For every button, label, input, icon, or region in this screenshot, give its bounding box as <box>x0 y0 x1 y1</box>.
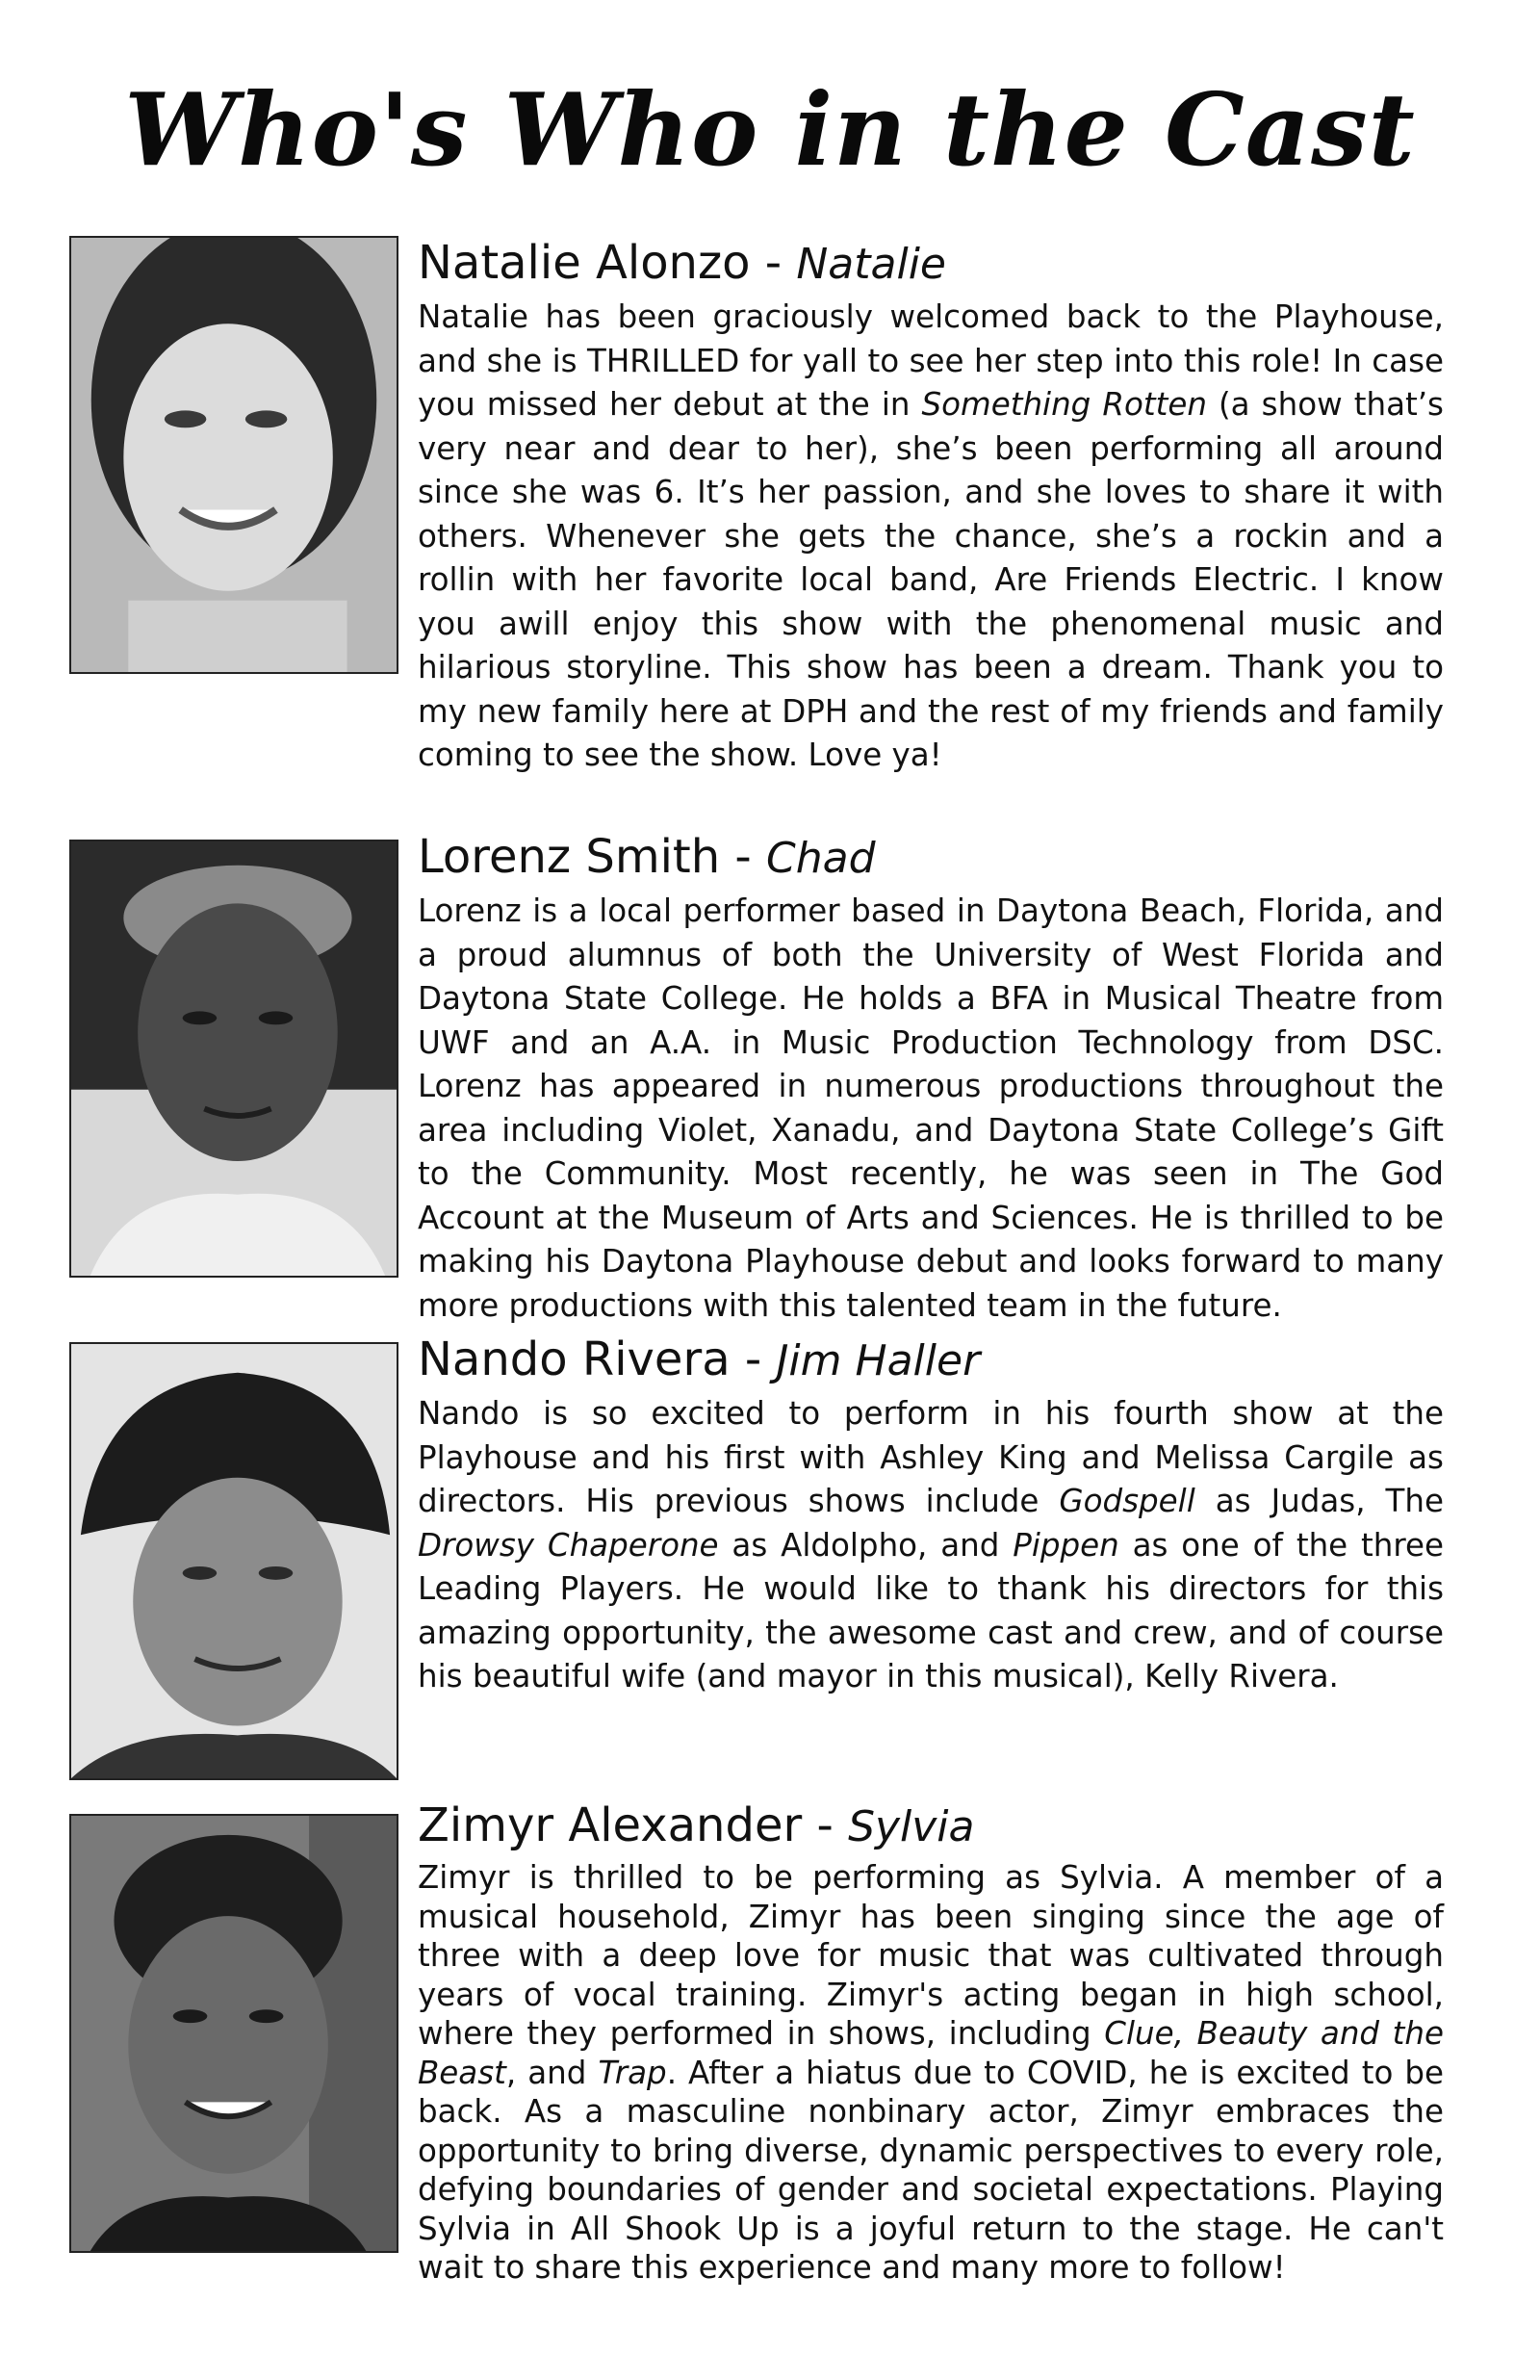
headshot-zimyr-alexander <box>69 1814 398 2253</box>
headshot-lorenz-smith <box>69 840 398 1278</box>
bio-text: Natalie has been graciously welcomed back to the Playhouse, and she is THRILLED for yall to see her step into this role! In case you missed her debut at the in Something Rotten (a show that’s very near and dear to her), she’s been performing all around since she was 6. It’s her passion, and she loves to share it with others. Whenever she gets the chance, she’s a rockin and a rollin with her favorite local band, Are Friends Electric. I know you awill enjoy this show with the phenomenal music and hilarious storyline. This show has been a dream. Thank you to my new family here at DPH and the rest of my friends and family coming to see the show. Love ya! <box>418 298 1444 773</box>
show-title: Godspell <box>1059 1483 1195 1519</box>
cast-bio-nando-rivera <box>418 1332 1444 1699</box>
show-title: Trap <box>598 2054 667 2091</box>
cast-name: Natalie Alonzo <box>418 236 751 290</box>
cast-name: Zimyr Alexander <box>418 1798 803 1852</box>
cast-name-line: Nando Rivera - Jim Haller <box>418 1332 981 1386</box>
show-title: Pippen <box>1013 1526 1119 1564</box>
show-title: Something Rotten <box>921 386 1207 423</box>
bio-text: Lorenz is a local performer based in Daytona Beach, Florida, and a proud alumnus of both the University of West Florida and Daytona State College. He holds a BFA in Musical Theatre from UWF and an A.A. in Music Production Technology from DSC. Lorenz has appeared in numerous productions throughout the area including Violet, Xanadu, and Daytona State College’s Gift to the Community. Most recently, he was seen in The God Account at the Museum of Arts and Sciences. He is thrilled to be making his Daytona Playhouse debut and looks forward to many more productions with this talented team in the future. <box>418 892 1444 1324</box>
show-title: Drowsy Chaperone <box>418 1526 719 1564</box>
show-title: Clue, Beauty and the Beast <box>418 2015 1444 2091</box>
cast-name-line: Zimyr Alexander - Sylvia <box>418 1798 975 1852</box>
cast-bio-zimyr-alexander <box>418 1798 1444 2288</box>
cast-role: Jim Haller <box>776 1336 981 1385</box>
page-title: Who's Who in the Cast <box>124 70 1416 189</box>
headshot-nando-rivera <box>69 1342 398 1780</box>
bio-text: Zimyr is thrilled to be performing as Sylvia. A member of a musical household, Zimyr has been singing since the age of three with a deep love for music that was cultivated through years of vocal training. Zimyr's acting began in high school, where they performed in shows, including Clue, Beauty and the Beast, and Trap. After a hiatus due to COVID, he is excited to be back. As a masculine nonbinary actor, Zimyr embraces the opportunity to bring diverse, dynamic perspectives to every role, defying boundaries of gender and societal expectations. Playing Sylvia in All Shook Up is a joyful return to the stage. He can't wait to share this experience and many more to follow! <box>418 1859 1445 2286</box>
cast-role: Sylvia <box>848 1802 975 1851</box>
cast-bio-lorenz-smith <box>418 830 1444 1328</box>
cast-name-line: Natalie Alonzo - Natalie <box>418 236 947 290</box>
cast-bio-natalie-alonzo <box>69 236 1444 852</box>
cast-role: Natalie <box>796 240 947 289</box>
cast-name: Lorenz Smith <box>418 830 721 884</box>
cast-name: Nando Rivera <box>418 1332 731 1386</box>
bio-text: Nando is so excited to perform in his fourth show at the Playhouse and his first with Ashley King and Melissa Cargile as directors. His previous shows include Godspell as Judas, The Drowsy Chaperone as Aldolpho, and Pippen as one of the three Leading Players. He would like to thank his directors for this amazing opportunity, the awesome cast and crew, and of course his beautiful wife (and mayor in this musical), Kelly Rivera. <box>418 1395 1444 1694</box>
cast-name-line: Lorenz Smith - Chad <box>418 830 876 884</box>
cast-role: Chad <box>766 834 876 883</box>
